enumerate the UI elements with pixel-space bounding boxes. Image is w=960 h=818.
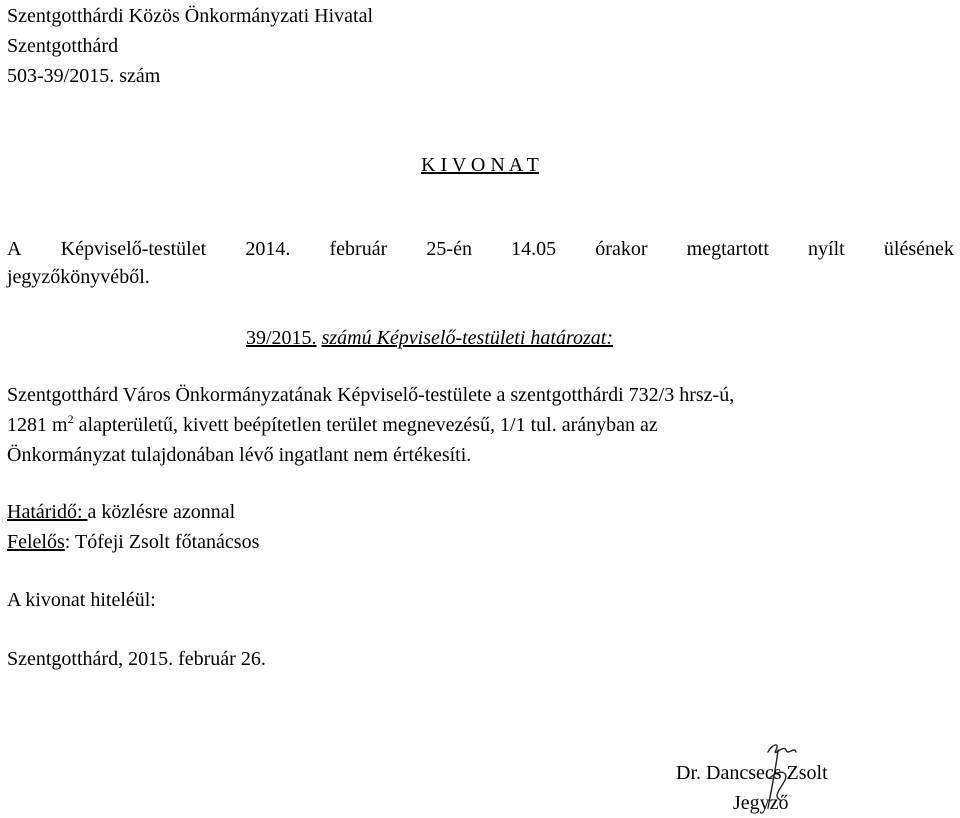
signatory-title: Jegyző [733,792,789,814]
resolution-heading [246,326,613,350]
intro-word: órakor [595,238,648,260]
deadline-label: Határidő: [7,501,88,523]
intro-word: megtartott [686,238,769,260]
deadline-line [7,500,235,524]
body-area-exponent: 2 [67,412,74,426]
body-area-value: 1281 m [7,414,68,436]
body-line-1: Szentgotthárd Város Önkormányzatának Képviselő-testülete a szentgotthárdi 732/3 hrsz-ú, [7,384,735,406]
deadline-value: a közlésre azonnal [87,501,236,523]
intro-word: A [7,238,22,260]
body-line-2 [7,413,658,437]
intro-word: Képviselő-testület [60,238,207,260]
certification-text: A kivonat hiteléül: [7,589,156,611]
intro-line-1 [7,237,954,261]
resolution-label: számú Képviselő-testületi határozat: [321,327,614,349]
intro-line-2: jegyzőkönyvéből. [7,266,150,288]
intro-word: 2014. [245,238,291,260]
intro-word: 14.05 [511,238,557,260]
intro-word: ülésének [883,238,954,260]
file-number: 503-39/2015. szám [7,65,161,87]
intro-word: nyílt [808,238,845,260]
responsible-label: Felelős [7,531,65,553]
body-line-3: Önkormányzat tulajdonában lévő ingatlant nem értékesíti. [7,444,472,466]
responsible-line [7,530,259,554]
resolution-number: 39/2015. [246,327,317,349]
office-city: Szentgotthárd [7,35,119,57]
body-area-text: alapterületű, kivett beépítetlen terület megnevezésű, 1/1 tul. arányban az [73,414,658,436]
intro-word: 25-én [426,238,472,260]
document-title: K I V O N A T [421,154,539,176]
place-date: Szentgotthárd, 2015. február 26. [7,648,266,670]
intro-word: február [329,238,388,260]
responsible-value: : Tófeji Zsolt főtanácsos [64,531,260,553]
signatory-name: Dr. Dancsecs Zsolt [676,762,828,784]
office-name: Szentgotthárdi Közös Önkormányzati Hivatal [7,5,374,27]
